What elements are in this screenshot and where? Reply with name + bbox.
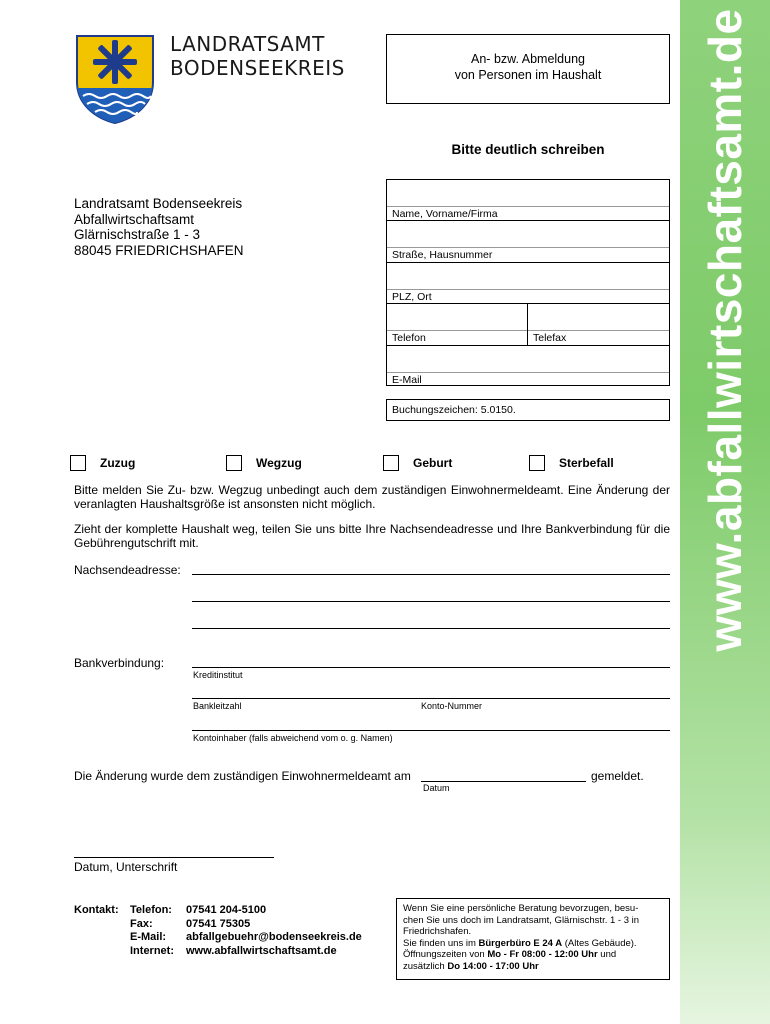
forwarding-address-label: Nachsendeadresse: [74,563,181,577]
info-line-6 [403,961,663,973]
recipient-address [74,196,244,258]
contact-email-value[interactable]: abfallgebuehr@bodenseekreis.de [186,931,362,943]
contact-fax-key: Fax: [130,917,153,930]
website-url-vertical: www.abfallwirtschaftsamt.de [699,8,751,652]
city-field[interactable] [387,263,669,304]
field-divider [387,330,669,331]
checkbox-wegzug-label: Wegzug [256,456,302,470]
checkbox-sterbefall-box[interactable] [529,455,545,471]
checkbox-geburt-box[interactable] [383,455,399,471]
info-line-4 [403,938,663,950]
signature-line[interactable] [74,857,274,858]
contact-phone-value: 07541 204-5100 [186,904,267,916]
info-line-2: chen Sie uns doch im Landratsamt, Glärnischstr. 1 - 3 in [403,914,640,926]
contact-heading: Kontakt: [74,904,119,916]
bank-institute-caption: Kreditinstitut [193,670,243,680]
coat-of-arms-icon [75,34,155,124]
address-line-4: 88045 FRIEDRICHSHAFEN [74,242,244,258]
address-line-2: Abfallwirtschaftsamt [74,211,195,227]
contact-web-key: Internet: [130,944,174,957]
address-line-3: Glärnischstraße 1 - 3 [74,227,201,242]
registration-notice-paragraph: Bitte melden Sie Zu- bzw. Wegzug unbedingt auch dem zuständigen Einwohnermeldeamt. Eine Änderung der veranlagten Haushaltsgröße ist ansonsten nicht möglich. [74,483,670,511]
info-line-4-prefix: Sie finden uns im [403,937,479,949]
consultation-info-box [396,898,670,980]
info-line-1: Wenn Sie eine persönliche Beratung bevorzugen, besu- [403,903,639,914]
notice-text: Die Änderung wurde dem zuständigen Einwohnermeldeamt am [74,769,411,783]
field-divider [387,206,669,207]
name-field[interactable] [387,180,669,221]
form-title-line-1: An- bzw. Abmeldung [471,52,585,66]
phone-fax-separator [527,304,528,344]
checkbox-geburt-label: Geburt [413,456,453,470]
info-line-3: Friedrichshafen. [403,926,472,937]
organization-name [170,32,345,80]
phone-field-label: Telefon [392,332,426,345]
checkbox-zuzug-box[interactable] [70,455,86,471]
signature-caption: Datum, Unterschrift [74,860,178,874]
personal-data-fields [386,179,670,386]
info-line-4-suffix: (Altes Gebäude). [562,937,637,949]
info-opening-hours: Mo - Fr 08:00 - 12:00 Uhr [487,949,598,960]
street-field[interactable] [387,221,669,262]
account-holder-caption: Kontoinhaber (falls abweichend vom o. g. Namen) [193,733,393,743]
checkbox-geburt[interactable] [383,455,452,471]
info-line-5-prefix: Öffnungszeiten von [403,949,488,960]
bank-code-account-line[interactable] [192,698,670,699]
organization-line-1: LANDRATSAMT [170,32,325,56]
booking-reference: Buchungszeichen: 5.0150. [386,399,670,421]
bank-details-label: Bankverbindung: [74,656,165,670]
checkbox-zuzug-label: Zuzug [100,456,136,470]
form-title-line-2: von Personen im Haushalt [454,68,602,82]
bank-code-caption: Bankleitzahl [193,701,242,711]
info-line-5-suffix: und [597,949,617,960]
fax-field-label: Telefax [533,332,567,345]
notice-text-end: gemeldet. [591,769,644,783]
forwarding-address-line-3[interactable] [192,628,670,629]
bank-institute-line[interactable] [192,667,670,668]
checkbox-zuzug[interactable] [70,455,135,471]
info-line-6-prefix: zusätzlich [403,960,448,972]
email-field-label: E-Mail [392,373,422,386]
city-field-label: PLZ, Ort [392,290,432,303]
organization-line-2: BODENSEEKREIS [170,56,345,80]
instruction-heading: Bitte deutlich schreiben [451,142,605,157]
forwarding-address-line-1[interactable] [192,574,670,575]
phone-fax-row[interactable] [387,304,669,345]
checkbox-wegzug[interactable] [226,455,302,471]
name-field-label: Name, Vorname/Firma [392,208,498,220]
info-extra-hours: Do 14:00 - 17:00 Uhr [447,960,539,972]
info-line-5 [403,949,663,961]
checkbox-wegzug-box[interactable] [226,455,242,471]
contact-email-key: E-Mail: [130,931,167,943]
contact-phone-key: Telefon: [130,904,172,916]
field-divider [387,289,669,290]
field-divider [387,247,669,248]
info-office-location: Bürgerbüro E 24 A [478,937,563,949]
email-field[interactable] [387,346,669,387]
notice-date-line[interactable] [421,781,586,782]
street-field-label: Straße, Hausnummer [392,249,493,262]
address-line-1: Landratsamt Bodenseekreis [74,196,243,211]
form-title-box [386,34,670,104]
contact-block [74,904,362,958]
checkbox-sterbefall-label: Sterbefall [559,456,614,470]
forwarding-notice-paragraph: Zieht der komplette Haushalt weg, teilen Sie uns bitte Ihre Nachsendeadresse und Ihre Bankverbindung für die Gebührengutschrift mit. [74,522,670,550]
account-number-caption: Konto-Nummer [421,701,483,711]
checkbox-sterbefall[interactable] [529,455,614,471]
contact-fax-value: 07541 75305 [186,917,251,930]
field-divider [387,372,669,373]
account-holder-line[interactable] [192,730,670,731]
forwarding-address-line-2[interactable] [192,601,670,602]
contact-web-value[interactable]: www.abfallwirtschaftsamt.de [186,944,337,957]
notice-date-caption: Datum [423,783,450,793]
